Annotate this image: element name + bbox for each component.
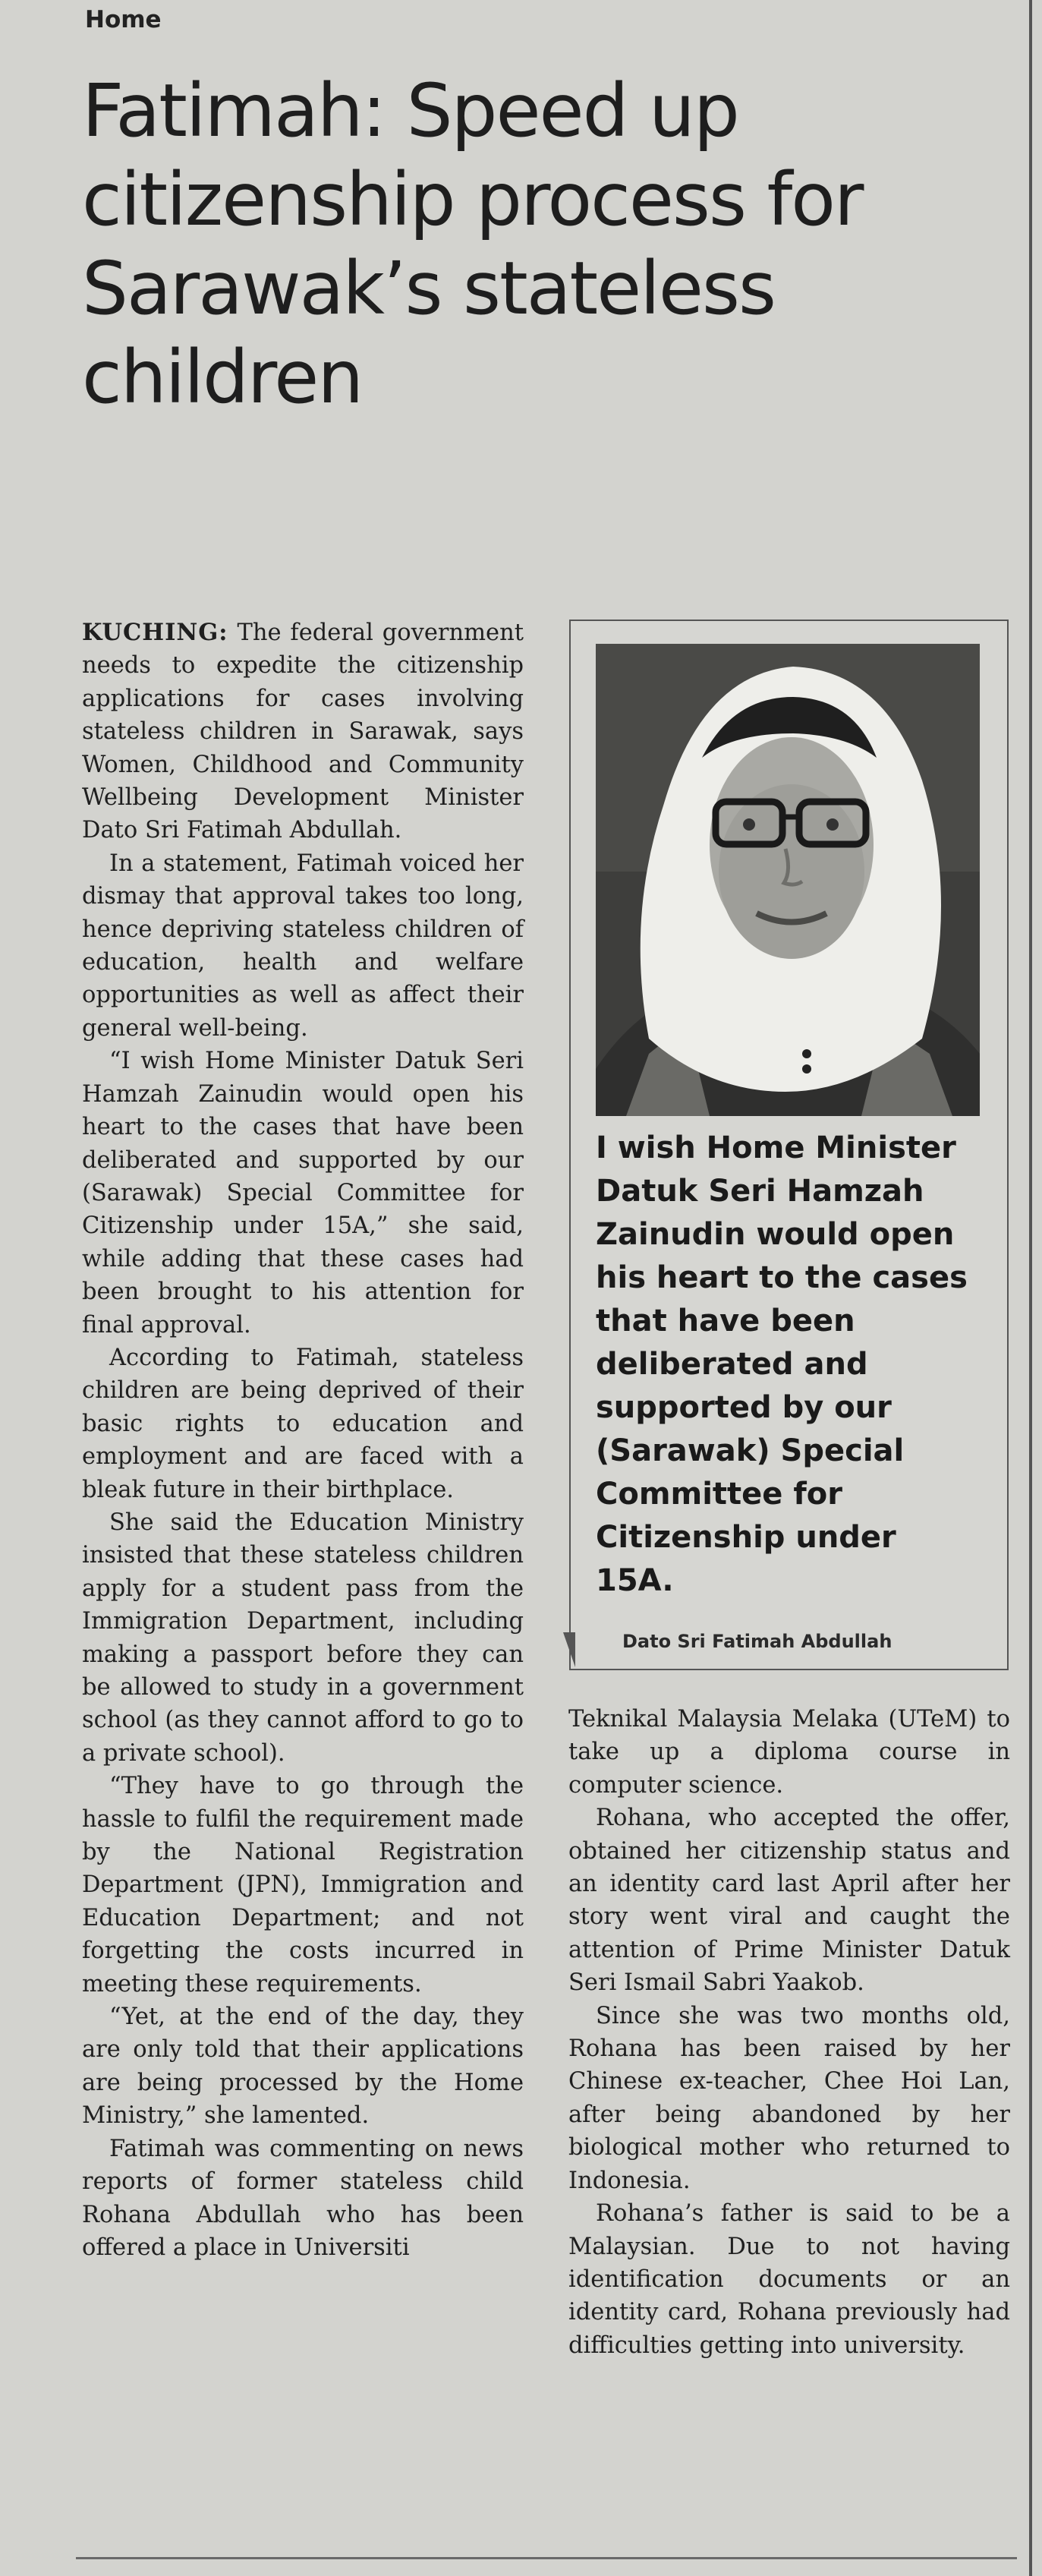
paragraph: In a statement, Fatimah voiced her dismay that approval takes too long, hence depriving stateless children of education, health and welfare opportunities as well as affect their general well-being.	[82, 850, 524, 1042]
pullquote-pointer	[563, 1632, 575, 1667]
paragraph: Rohana’s father is said to be a Malaysian. Due to not having identification documents or an identity card, Rohana previously had difficulties getting into university.	[568, 2200, 1010, 2359]
lead-text: The federal government needs to expedite the citizenship applications for cases involving stateless children in Sarawak, says Women, Childhood and Community Wellbeing Development Minister Dato Sri Fatimah Abdullah.	[82, 620, 524, 844]
paragraph: “They have to go through the hassle to fulfil the requirement made by the National Registration Department (JPN), Immigration and Education Department; and not forgetting the costs incurred in meeting these requirements.	[82, 1773, 524, 1997]
paragraph: According to Fatimah, stateless children are being deprived of their basic rights to education and employment and are faced with a bleak future in their birthplace.	[82, 1344, 524, 1503]
column-rule	[1029, 0, 1032, 2576]
article-column-1	[82, 616, 524, 2264]
paragraph: Fatimah was commenting on news reports of former stateless child Rohana Abdullah who has been offered a place in Universiti	[82, 2135, 524, 2261]
pullquote-text: I wish Home Minister Datuk Seri Hamzah Zainudin would open his heart to the cases that have been deliberated and supported by our (Sarawak) Special Committee for Citizenship under 15A.	[596, 1130, 968, 1598]
paragraph: She said the Education Ministry insisted that these stateless children apply for a student pass from the Immigration Department, including making a passport before they can be allowed to study in a government school (as they cannot afford to go to a private school).	[82, 1509, 524, 1767]
paragraph: Since she was two months old, Rohana has been raised by her Chinese ex-teacher, Chee Hoi Lan, after being abandoned by her biological mother who returned to Indonesia.	[568, 2002, 1010, 2194]
lead-paragraph	[82, 616, 524, 847]
section-label: Home	[85, 6, 162, 33]
bottom-rule	[76, 2557, 1017, 2559]
dateline: KUCHING:	[82, 619, 228, 646]
headline: Fatimah: Speed up citizenship process for Sarawak’s stateless children	[82, 68, 863, 420]
paragraph: “Yet, at the end of the day, they are only told that their applications are being processed by the Home Ministry,” she lamented.	[82, 2004, 524, 2130]
pullquote-credit: Dato Sri Fatimah Abdullah	[622, 1631, 892, 1652]
portrait-image-icon	[596, 644, 980, 1116]
paragraph: Rohana, who accepted the offer, obtained her citizenship status and an identity card last April after her story went viral and caught the attention of Prime Minister Datuk Seri Ismail Sabri Yaakob.	[568, 1805, 1010, 1997]
article-column-2	[568, 1703, 1010, 2362]
paragraph: Teknikal Malaysia Melaka (UTeM) to take up a diploma course in computer science.	[568, 1706, 1010, 1799]
portrait-photo	[596, 644, 980, 1116]
paragraph: “I wish Home Minister Datuk Seri Hamzah Zainudin would open his heart to the cases that have been deliberated and supported by our (Sarawak) Special Committee for Citizenship under 15A,” she said, while adding that these cases had been brought to his attention for final approval.	[82, 1048, 524, 1338]
